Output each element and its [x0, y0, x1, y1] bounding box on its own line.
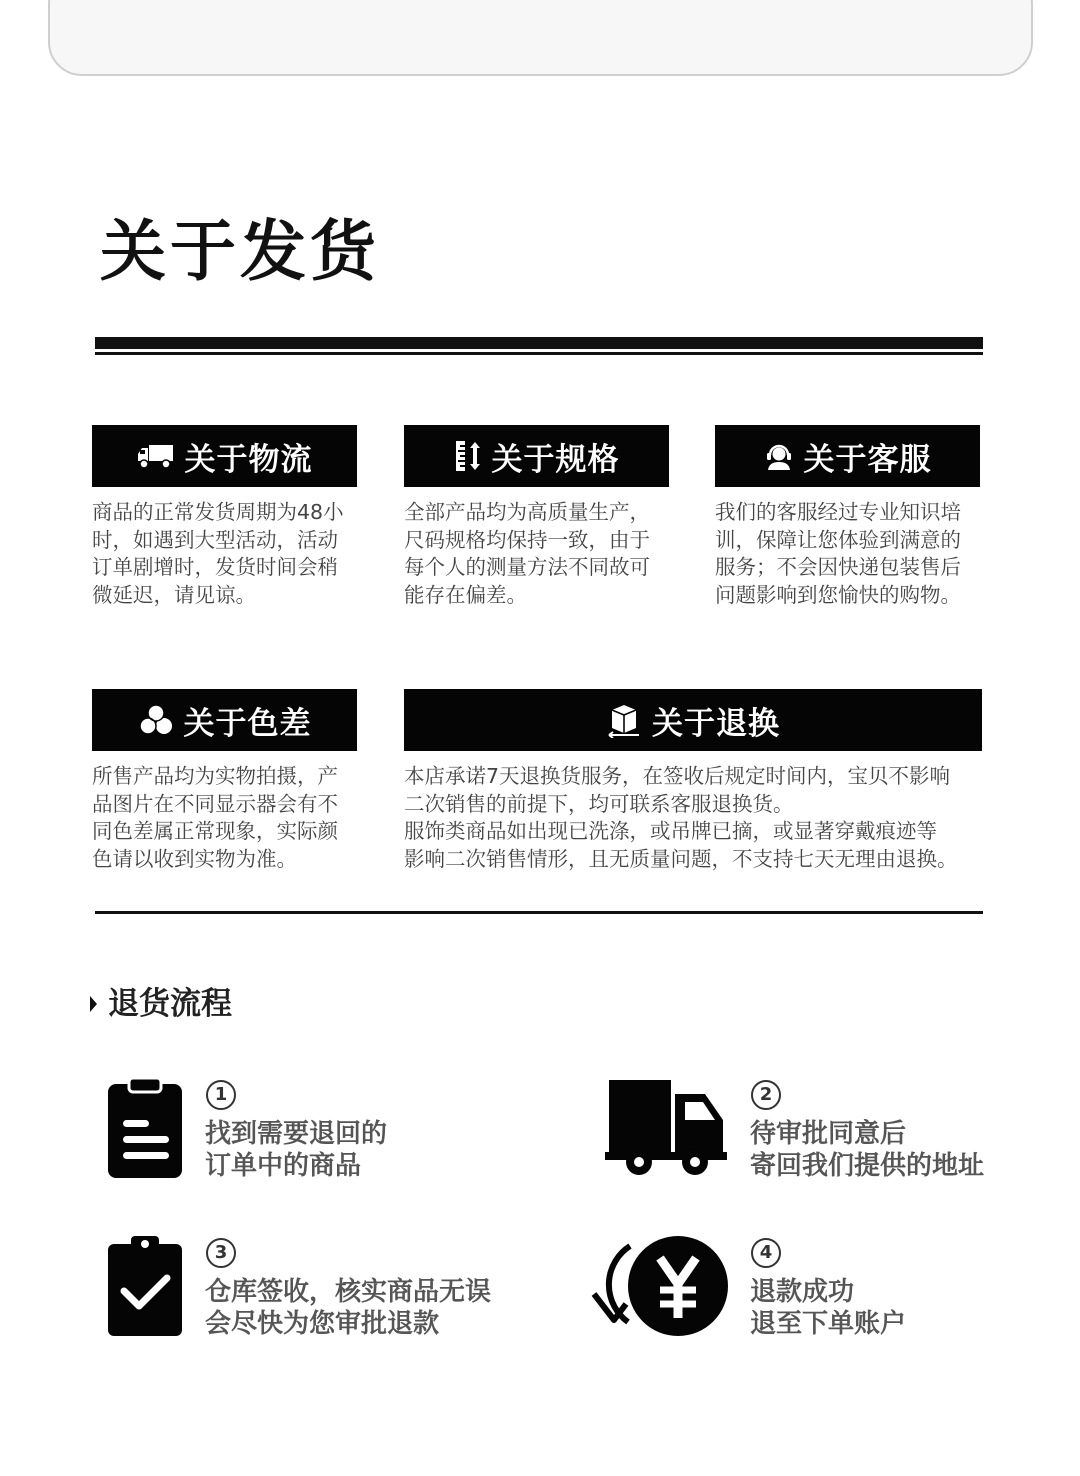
info-block-size: [404, 425, 669, 609]
step-text-2-line2: 寄回我们提供的地址: [750, 1151, 985, 1181]
return-step-2: [605, 1076, 1025, 1186]
step-number-2: 2: [751, 1080, 781, 1110]
info-header-logistics: [92, 425, 357, 487]
step-text-3-line2: 会尽快为您审批退款: [205, 1309, 440, 1339]
section-marker-icon: [90, 996, 97, 1012]
truck-icon: [137, 443, 175, 469]
info-block-logistics: [92, 425, 357, 609]
step-text-1-line1: 找到需要退回的: [205, 1119, 388, 1149]
clipboard-list-icon: [105, 1076, 185, 1184]
info-title-return: 关于退换: [652, 705, 780, 742]
return-step-3: [105, 1234, 525, 1344]
info-text-return: 本店承诺7天退换货服务，在签收后规定时间内，宝贝不影响 二次销售的前提下，均可联系客服退换货。 服饰类商品如出现已洗涤，或吊牌已摘，或显著穿戴痕迹等 影响二次销售情形，且无质量问题，不支持七天无理由退换。: [404, 764, 958, 871]
delivery-truck-icon: [605, 1076, 729, 1184]
info-header-size: [404, 425, 669, 487]
step-text-1-line2: 订单中的商品: [205, 1151, 362, 1181]
step-text-3-line1: 仓库签收，核实商品无误: [205, 1277, 492, 1307]
info-header-service: [715, 425, 980, 487]
box-return-icon: [606, 702, 642, 738]
info-title-service: 关于客服: [803, 441, 932, 478]
step-number-4: 4: [751, 1238, 781, 1268]
info-title-logistics: 关于物流: [184, 441, 313, 478]
info-title-size: 关于规格: [491, 441, 620, 478]
info-header-color: [92, 689, 357, 751]
info-text-size: 全部产品均为高质量生产， 尺码规格均保持一致，由于 每个人的测量方法不同故可 能存在偏差。: [404, 500, 650, 607]
section-divider: [95, 911, 983, 914]
info-text-color: 所售产品均为实物拍摄，产 品图片在不同显示器会有不 同色差属正常现象，实际颜 色请以收到实物为准。: [92, 764, 338, 871]
ruler-icon: [454, 440, 482, 472]
info-header-return: [404, 689, 982, 751]
info-title-color: 关于色差: [183, 705, 312, 742]
info-text-logistics: 商品的正常发货周期为48小 时，如遇到大型活动，活动 订单剧增时，发货时间会稍 微延迟，请见谅。: [92, 500, 344, 607]
step-number-3: 3: [206, 1238, 236, 1268]
info-block-return: [404, 689, 982, 873]
step-number-1: 1: [206, 1080, 236, 1110]
page-title: 关于发货: [100, 213, 380, 290]
step-text-2-line1: 待审批同意后: [750, 1119, 907, 1149]
headset-icon: [764, 441, 794, 471]
clipboard-check-icon: [105, 1234, 185, 1342]
info-block-color: [92, 689, 357, 873]
return-process-title: 退货流程: [108, 986, 232, 1022]
return-step-4: [590, 1234, 1025, 1344]
info-block-service: [715, 425, 980, 609]
title-rule-thin: [95, 352, 983, 355]
step-text-4-line2: 退至下单账户: [750, 1309, 907, 1339]
yuan-refund-icon: [590, 1234, 730, 1342]
info-text-service: 我们的客服经过专业知识培 训，保障让您体验到满意的 服务；不会因快递包装售后 问题影响到您愉快的购物。: [715, 500, 961, 607]
top-card: [48, 0, 1033, 76]
step-text-4-line1: 退款成功: [750, 1277, 855, 1307]
title-rule-thick: [95, 337, 983, 349]
return-step-1: [105, 1076, 525, 1186]
color-circles-icon: [138, 704, 174, 736]
